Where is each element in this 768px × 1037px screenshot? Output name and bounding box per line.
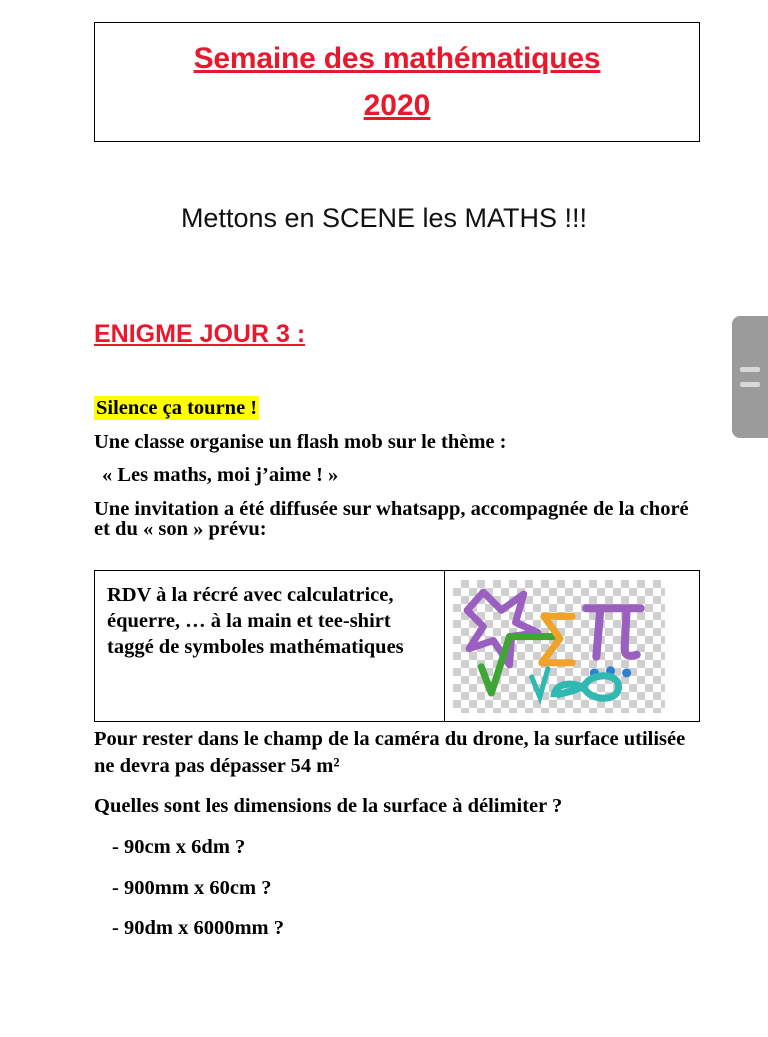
lower-text-block bbox=[94, 726, 704, 956]
list-item-label: 900mm x 60cm ? bbox=[124, 876, 272, 899]
list-item-label: 90dm x 6000mm ? bbox=[124, 917, 285, 940]
list-item bbox=[94, 834, 704, 861]
document-title-line-1: Semaine des mathématiques bbox=[193, 42, 601, 75]
math-symbols-illustration bbox=[453, 580, 665, 716]
list-item-dash: - bbox=[112, 917, 119, 940]
rdv-text-cell: RDV à la récré avec calculatrice, équerre, … à la main et tee-shirt taggé de symboles mathématiques bbox=[95, 571, 445, 721]
body-text-block bbox=[94, 398, 700, 553]
scroll-handle[interactable] bbox=[732, 316, 768, 438]
paragraph-1: Une classe organise un flash mob sur le thème : bbox=[94, 430, 507, 453]
title-box bbox=[94, 22, 700, 142]
document-title-line-2: 2020 bbox=[363, 89, 431, 122]
enigma-heading: ENIGME JOUR 3 : bbox=[94, 320, 306, 348]
constraint-paragraph: Pour rester dans le champ de la caméra du drone, la surface utilisée ne devra pas dépasser 54 m² bbox=[94, 728, 686, 777]
rdv-table bbox=[94, 570, 700, 722]
highlighted-line bbox=[94, 398, 700, 419]
document-subtitle: Mettons en SCENE les MATHS !!! bbox=[180, 203, 588, 233]
list-item-dash: - bbox=[112, 876, 119, 899]
options-list bbox=[94, 834, 704, 942]
list-item bbox=[94, 875, 704, 902]
handle-bar-icon bbox=[740, 382, 760, 387]
list-item-label: 90cm x 6dm ? bbox=[124, 835, 246, 858]
list-item-dash: - bbox=[112, 835, 119, 858]
highlight-span: Silence ça tourne ! bbox=[96, 397, 258, 419]
list-item bbox=[94, 915, 704, 942]
handle-bar-icon bbox=[740, 367, 760, 372]
paragraph-2: « Les maths, moi j’aime ! » bbox=[102, 464, 339, 486]
question-paragraph: Quelles sont les dimensions de la surface à délimiter ? bbox=[94, 795, 563, 818]
paragraph-3: Une invitation a été diffusée sur whatsapp, accompagnée de la choré et du « son » prévu: bbox=[94, 497, 689, 540]
math-symbols-image-cell bbox=[445, 571, 699, 721]
